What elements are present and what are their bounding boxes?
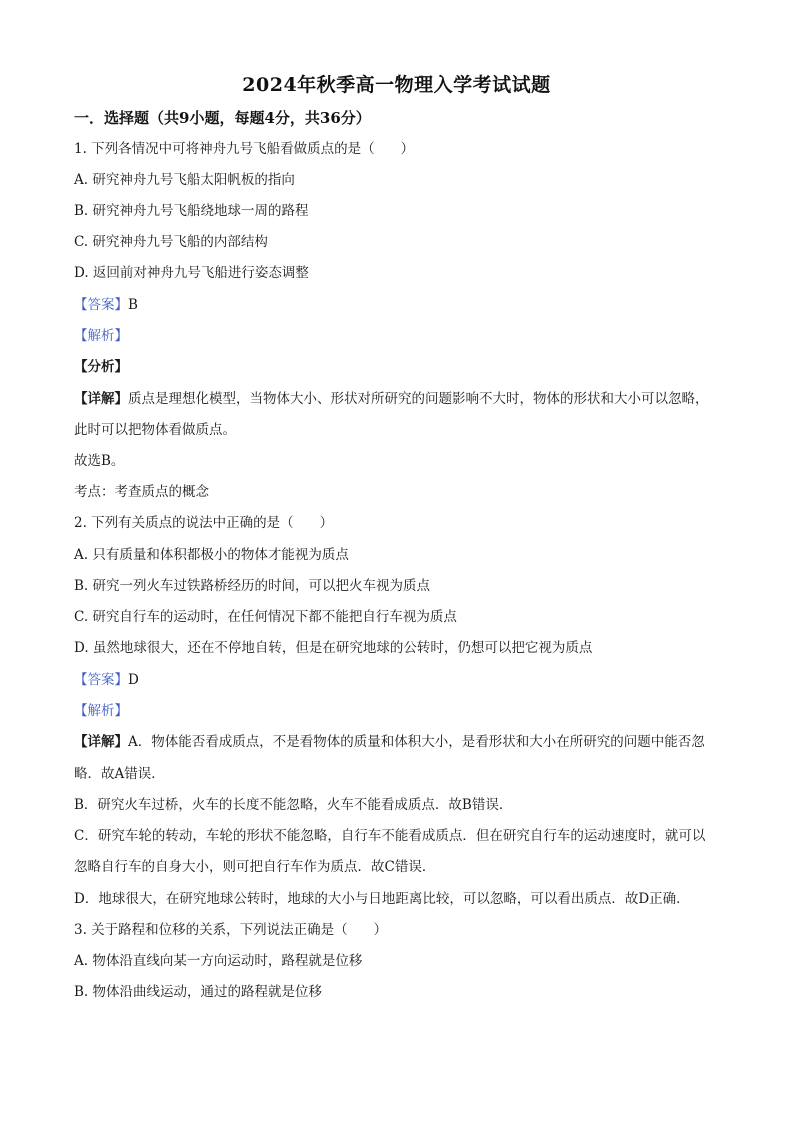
question-1-option-c: C. 研究神舟九号飞船的内部结构: [74, 234, 268, 250]
question-2-stem-end: ）: [319, 515, 334, 531]
question-3-stem-text: 3. 关于路程和位移的关系，下列说法正确是（: [74, 922, 348, 938]
question-3-stem: [74, 920, 387, 940]
question-1-conclusion: 故选B。: [74, 453, 125, 469]
analysis-tag: 【解析】: [74, 703, 128, 719]
question-2-detail-a-line-1: [74, 732, 705, 752]
question-2-stem: [74, 513, 333, 533]
question-3-option-b: B. 物体沿曲线运动，通过的路程就是位移: [74, 984, 323, 1000]
question-1-option-a: A. 研究神舟九号飞船太阳帆板的指向: [74, 172, 295, 188]
detail-tag: 【详解】: [74, 391, 128, 407]
question-1-answer: [74, 295, 138, 315]
analysis-tag: 【解析】: [74, 328, 128, 344]
fenxi-tag: 【分析】: [74, 359, 128, 375]
section-heading: 一．选择题（共9小题，每题4分，共36分）: [74, 109, 371, 127]
question-1-stem: [74, 139, 414, 159]
question-1-stem-text: 1. 下列各情况中可将神舟九号飞船看做质点的是（: [74, 141, 375, 157]
detail-text: 质点是理想化模型，当物体大小、形状对所研究的问题影响不大时，物体的形状和大小可以忽略，: [128, 391, 709, 407]
question-2-detail-d: D．地球很大，在研究地球公转时，地球的大小与日地距离比较，可以忽略，可以看出质点．故D正确．: [74, 891, 690, 907]
question-2-answer: [74, 670, 139, 690]
detail-tag: 【详解】: [74, 734, 128, 750]
question-3-option-a: A. 物体沿直线向某一方向运动时，路程就是位移: [74, 953, 363, 969]
question-2-detail-c-line-1: C．研究车轮的转动，车轮的形状不能忽略，自行车不能看成质点．但在研究自行车的运动速度时，就可以: [74, 828, 706, 844]
question-2-option-b: B. 研究一列火车过铁路桥经历的时间，可以把火车视为质点: [74, 578, 431, 594]
question-2-stem-text: 2. 下列有关质点的说法中正确的是（: [74, 515, 294, 531]
question-2-detail-b: B．研究火车过桥，火车的长度不能忽略，火车不能看成质点．故B错误．: [74, 797, 513, 813]
question-2-option-c: C. 研究自行车的运动时，在任何情况下都不能把自行车视为质点: [74, 609, 457, 625]
question-2-option-a: A. 只有质量和体积都极小的物体才能视为质点: [74, 547, 349, 563]
question-2-detail-c-line-2: 忽略自行车的自身大小，则可把自行车作为质点．故C错误．: [74, 859, 436, 875]
question-1-stem-end: ）: [400, 141, 415, 157]
page-title: 2024年秋季高一物理入学考试试题: [242, 74, 551, 96]
question-1-detail-line-1: [74, 389, 709, 409]
answer-value: B: [128, 297, 138, 313]
question-1-analysis-tag: [74, 326, 128, 346]
answer-value: D: [128, 672, 139, 688]
question-1-option-b: B. 研究神舟九号飞船绕地球一周的路程: [74, 203, 309, 219]
question-3-stem-end: ）: [373, 922, 388, 938]
question-1-option-d: D. 返回前对神舟九号飞船进行姿态调整: [74, 265, 309, 281]
question-2-analysis-tag: [74, 701, 128, 721]
question-1-detail-line-2: 此时可以把物体看做质点。: [74, 422, 236, 438]
question-2-detail-a-line-2: 略．故A错误．: [74, 766, 165, 782]
answer-tag: 【答案】: [74, 297, 128, 313]
question-1-fenxi-tag: [74, 357, 128, 377]
question-2-option-d: D. 虽然地球很大，还在不停地自转，但是在研究地球的公转时，仍想可以把它视为质点: [74, 640, 593, 656]
answer-tag: 【答案】: [74, 672, 128, 688]
detail-text: A．物体能否看成质点，不是看物体的质量和体积大小，是看形状和大小在所研究的问题中能否忽: [128, 734, 705, 750]
question-1-kaodian: 考点：考查质点的概念: [74, 484, 209, 500]
